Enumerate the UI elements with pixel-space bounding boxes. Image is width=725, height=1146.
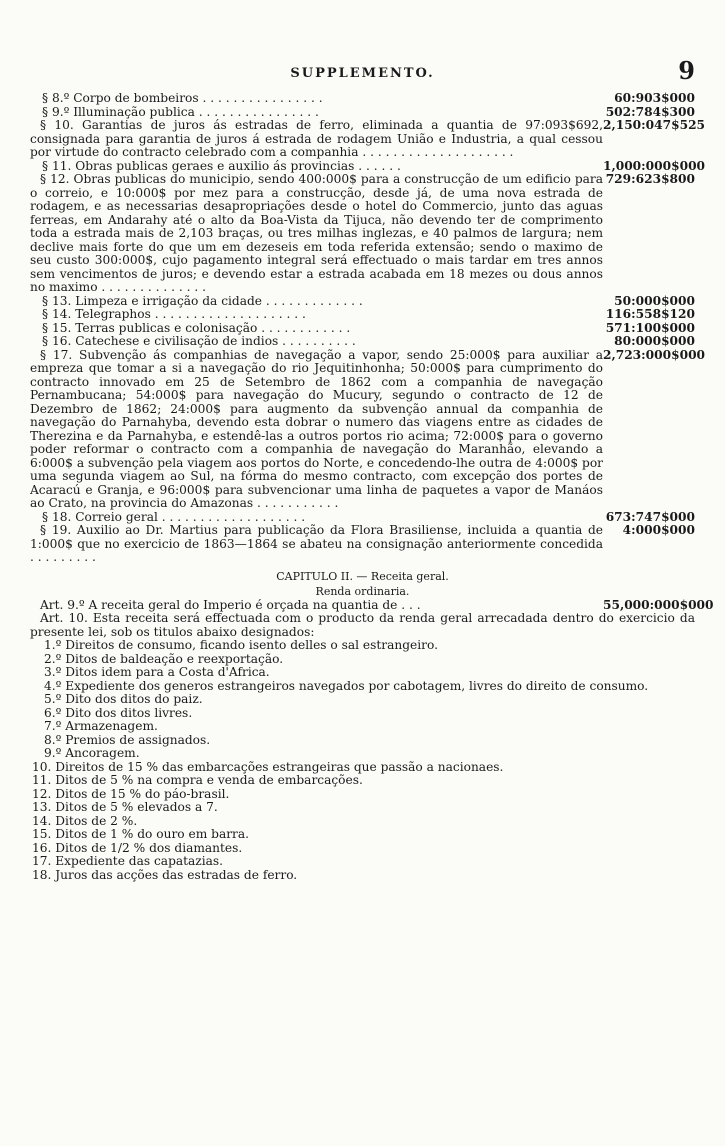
budget-item: [30, 308, 695, 322]
list-item: 2.º Ditos de baldeação e reexportação.: [44, 651, 284, 666]
body-text: [30, 91, 714, 882]
budget-item: [30, 335, 695, 349]
chapter-heading: CAPITULO II. — Receita geral.: [276, 569, 449, 583]
budget-item: [30, 173, 695, 295]
item-value: 60:903$000: [614, 91, 695, 105]
article: [30, 612, 695, 639]
budget-item: [30, 347, 706, 511]
item-text: § 9.º Illuminação publica . . . . . . . . . . . . . . . .: [42, 104, 319, 119]
list-item: 8.º Premios de assignados.: [44, 732, 211, 747]
budget-item: [30, 295, 695, 309]
list-item: 12. Ditos de 15 % do páo-brasil.: [32, 786, 230, 801]
article: [30, 597, 714, 613]
item-value: 80:000$000: [614, 334, 695, 348]
item-text: § 10. Garantias de juros ás estradas de ferro, eliminada a quantia de 97:093$692, consignada para garantia de juros á estrada de rodagem União e Industria, a qual cessou por virtude do contracto celebrado com a companhia . . . . . . . . . . . . . . . . . . . .: [30, 118, 603, 159]
article-value: 55,000:000$000: [603, 597, 714, 612]
item-text: § 8.º Corpo de bombeiros . . . . . . . . . . . . . . . .: [42, 91, 323, 105]
list-item: 11. Ditos de 5 % na compra e venda de embarcações.: [32, 773, 363, 787]
item-text: § 13. Limpeza e irrigação da cidade . . . . . . . . . . . . .: [42, 293, 363, 308]
item-value: 2,150:047$525: [603, 118, 706, 132]
budget-item: [30, 92, 695, 106]
item-text: § 12. Obras publicas do municipio, sendo 400:000$ para a construcção de um edificio para o correio, e 10:000$ por mez para a construcção, desde já, de uma nova estrada de rodagem, e as necessarias desapropriações desde o hotel do Commercio, junto das aguas ferreas, em Andarahy até o alto da Boa-Vista da Tijuca, não devendo ter de comprimento toda a estrada mais de 2,103 braças, ou tres milhas inglezas, e 40 palmos de largura; nem declive mais forte do que um em dezeseis em toda referida extensão; sendo o maximo de seu custo 300:000$, cujo pagamento integral será effectuado o mais tardar em tres annos sem vencimentos de juros; e devendo estar a estrada acabada em 18 mezes ou dous annos no maximo . . . . . . . . . . . . . .: [30, 172, 603, 294]
list-item: 16. Ditos de 1/2 % dos diamantes.: [32, 840, 243, 855]
item-value: 4:000$000: [622, 523, 695, 537]
list-item: 4.º Expediente dos generos estrangeiros navegados por cabotagem, livres do direito de consumo.: [44, 678, 649, 693]
article-text: Art. 9.º A receita geral do Imperio é orçada na quantia de . . .: [40, 597, 421, 612]
list-item: 14. Ditos de 2 %.: [32, 813, 138, 828]
item-text: § 11. Obras publicas geraes e auxilio ás provincias . . . . . .: [42, 158, 401, 173]
budget-item: [30, 158, 706, 174]
list-item: 3.º Ditos idem para a Costa d'Africa.: [44, 665, 270, 679]
item-value: 1,000:000$000: [603, 158, 706, 173]
page-header: [30, 56, 695, 86]
item-value: 729:623$800: [605, 172, 695, 186]
budget-item: [30, 511, 695, 525]
item-text: § 17. Subvenção ás companhias de navegação a vapor, sendo 25:000$ para auxiliar a empreza que tomar a si a navegação do rio Jequitinhonha; 50:000$ para cumprimento do contracto innovado em 25 de Setembro de 1862 com a companhia de navegação Pernambucana; 54:000$ para navegação do Mucury, segundo o contracto de 12 de Dezembro de 1862; 24:000$ para augmento da subvenção annual da companhia de navegação do Parnahyba, devendo esta dobrar o numero das viagens entre as cidades de Therezina e da Parnahyba, e estendê-las a outros portos rio acima; 72:000$ para o governo poder reformar o contracto com a companhia de navegação do Maranhão, elevando a 6:000$ a subvenção pela viagem aos portos do Norte, e concedendo-lhe outra de 4:000$ por uma segunda viagem ao Sul, na fórma do mesmo contracto, com excepção dos portes de Acaracú e Granja, e 96:000$ para subvencionar uma linha de paquetes a vapor de Manáos ao Crato, na provincia do Amazonas . . . . . . . . . . .: [30, 347, 603, 510]
list-item: 7.º Armazenagem.: [44, 719, 158, 733]
budget-item: [30, 106, 695, 120]
list-item: 1.º Direitos de consumo, ficando isento delles o sal estrangeiro.: [44, 638, 438, 652]
item-value: 673:747$000: [605, 509, 695, 524]
running-title: SUPPLEMENTO.: [290, 66, 435, 81]
item-text: § 15. Terras publicas e colonisação . . . . . . . . . . . .: [42, 320, 351, 335]
article-text: Art. 10. Esta receita será effectuada com o producto da renda geral arrecadada dentro do exercicio da presente lei, sob os titulos abaixo designados:: [30, 611, 695, 639]
item-value: 502:784$300: [605, 104, 695, 119]
list-item: 17. Expediente das capatazias.: [32, 854, 224, 868]
list-item: 13. Ditos de 5 % elevados a 7.: [32, 800, 218, 814]
item-text: § 19. Auxilio ao Dr. Martius para publicação da Flora Brasiliense, incluida a quantia de 1:000$ que no exercicio de 1863—1864 se abateu na consignação anteriormente concedida . . . . . . . . .: [30, 523, 603, 564]
item-text: § 18. Correio geral . . . . . . . . . . . . . . . . . . .: [42, 509, 306, 524]
item-text: § 14. Telegraphos . . . . . . . . . . . . . . . . . . . .: [42, 307, 306, 321]
list-item: 18. Juros das acções das estradas de ferro.: [32, 867, 298, 882]
page: [30, 56, 714, 882]
item-value: 50:000$000: [614, 293, 695, 308]
list-item: 6.º Dito dos ditos livres.: [44, 705, 193, 720]
item-text: § 16. Catechese e civilisação de indios . . . . . . . . . .: [42, 334, 356, 348]
list-item: 5.º Dito dos ditos do paiz.: [44, 692, 203, 706]
page-number: 9: [678, 56, 695, 85]
list-item: 10. Direitos de 15 % das embarcações estrangeiras que passão a nacionaes.: [32, 759, 504, 774]
item-value: 116:558$120: [605, 307, 695, 321]
budget-item: [30, 322, 695, 336]
list-item: 15. Ditos de 1 % do ouro em barra.: [32, 827, 250, 841]
list-item: 9.º Ancoragem.: [44, 746, 140, 760]
item-value: 571:100$000: [605, 320, 695, 335]
item-value: 2,723:000$000: [603, 347, 706, 362]
chapter-subheading: Renda ordinaria.: [315, 584, 410, 598]
budget-item: [30, 118, 706, 160]
budget-item: [30, 524, 695, 565]
